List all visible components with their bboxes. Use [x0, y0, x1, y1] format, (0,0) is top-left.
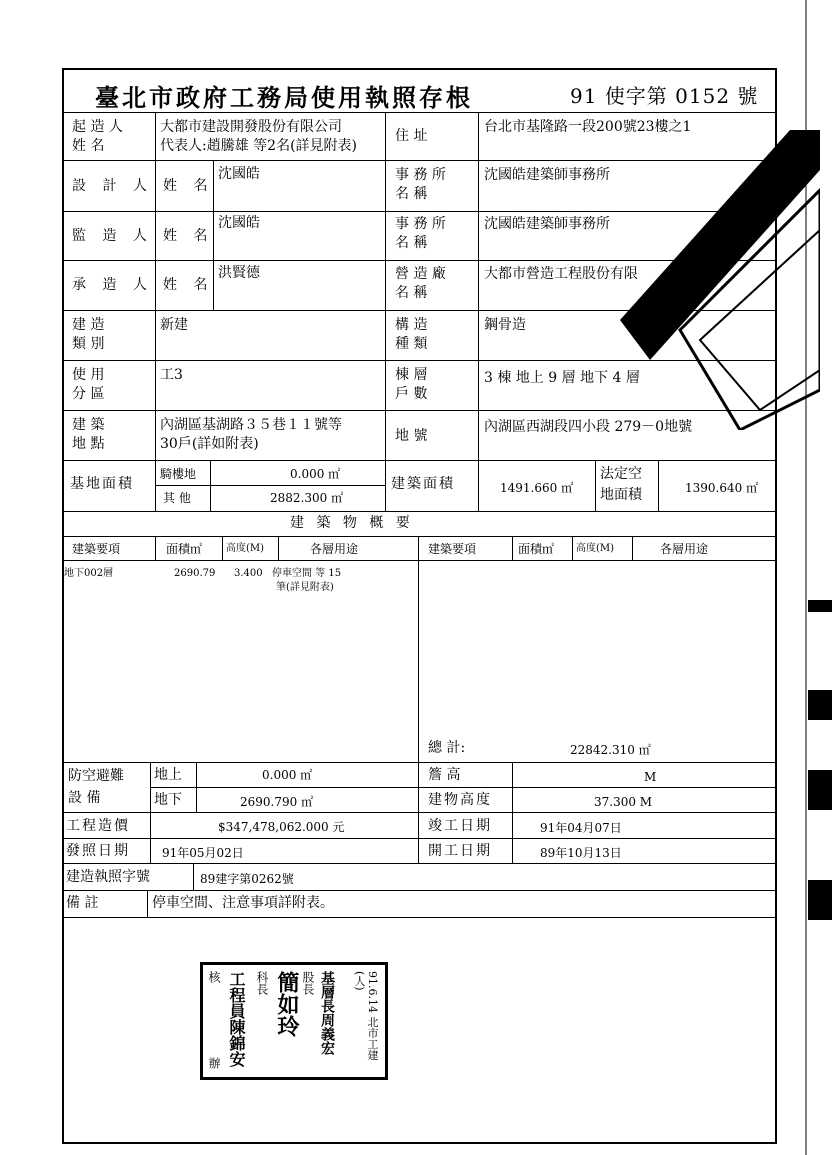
seal-col-head: 基層長周義宏: [319, 971, 335, 1055]
supervisor-name: 沈國皓: [218, 215, 260, 231]
above-value: 0.000 ㎡: [262, 768, 313, 782]
structure-label-b: 種 類: [395, 336, 428, 352]
designer-name-label: 姓 名: [163, 178, 214, 194]
start-date-label: 開工日期: [428, 843, 492, 859]
site-label-b: 地 點: [72, 436, 105, 452]
other-label: 其 他: [163, 491, 191, 505]
below-label: 地下: [154, 792, 182, 808]
factory-label-a: 營 造 廠: [395, 266, 446, 282]
open-space-area: 1390.640 ㎡: [685, 481, 759, 495]
document-number: 91 使字第 0152 號: [570, 84, 759, 108]
address-value: 台北市基隆路一段200號23樓之1: [484, 119, 692, 135]
seal-col-signature: 簡如玲: [274, 971, 300, 1037]
contractor-label: 承 造 人: [72, 277, 153, 293]
cost-value: $347,478,062.000 元: [218, 820, 345, 834]
use-zone-label-b: 分 區: [72, 386, 105, 402]
seal-col-approve: 核: [207, 971, 221, 983]
approval-seal: [200, 962, 388, 1080]
site-label-a: 建 築: [72, 417, 105, 433]
summary-col-height-right: 高度(M): [576, 543, 615, 554]
document-title: 臺北市政府工務局使用執照存根: [95, 83, 473, 112]
contractor-name: 洪賢德: [218, 265, 260, 281]
summary-col-area-left: 面積㎡: [166, 542, 203, 556]
owner-representative: 代表人:趙騰雄 等2名(詳見附表): [160, 138, 357, 154]
structure-type: 鋼骨造: [484, 317, 526, 333]
designer-office-label-b: 名 稱: [395, 186, 428, 202]
contractor-name-label: 姓 名: [163, 277, 214, 293]
summary-row-height: 3.400: [234, 568, 263, 579]
lot-number: 內湖區西湖段四小段 279－0地號: [484, 419, 693, 435]
remark-value: 停車空間、注意事項詳附表。: [152, 895, 334, 911]
above-label: 地上: [154, 767, 182, 783]
owner-name: 大都市建設開發股份有限公司: [160, 119, 342, 135]
summary-col-item-left: 建築要項: [72, 542, 121, 556]
seal-col-section-chief: 股長: [301, 971, 315, 995]
summary-row-area: 2690.79: [174, 568, 216, 579]
floors: 3 棟 地上 9 層 地下 4 層: [484, 370, 640, 386]
cost-label: 工程造價: [66, 818, 130, 834]
designer-label: 設 計 人: [72, 178, 153, 194]
below-value: 2690.790 ㎡: [240, 795, 314, 809]
designer-name: 沈國皓: [218, 166, 260, 182]
build-type: 新建: [160, 317, 188, 333]
summary-row-use-b: 筆(詳見附表): [276, 582, 334, 593]
supervisor-office: 沈國皓建築師事務所: [484, 216, 610, 232]
summary-total-value: 22842.310 ㎡: [570, 743, 651, 757]
supervisor-name-label: 姓 名: [163, 228, 214, 244]
supervisor-office-label-a: 事 務 所: [395, 216, 446, 232]
summary-col-use-left: 各層用途: [310, 542, 359, 556]
use-zone-label-a: 使 用: [72, 367, 105, 383]
supervisor-office-label-b: 名 稱: [395, 235, 428, 251]
eaves-value: M: [644, 770, 657, 784]
summary-col-area-right: 面積㎡: [518, 542, 555, 556]
use-zone: 工3: [160, 367, 183, 383]
seal-col-handle: 辦: [207, 1057, 221, 1069]
contractor-factory: 大都市營造工程股份有限: [484, 266, 638, 282]
designer-office-label-a: 事 務 所: [395, 167, 446, 183]
arcade-value: 0.000 ㎡: [290, 467, 341, 481]
remark-label: 備 註: [66, 895, 99, 911]
complete-date-label: 竣工日期: [428, 818, 492, 834]
build-type-label-a: 建 造: [72, 317, 105, 333]
page-edge-artifact: [800, 0, 840, 1155]
shelter-label-a: 防空避難: [68, 768, 124, 784]
lot-label: 地 號: [395, 428, 428, 444]
building-area: 1491.660 ㎡: [500, 481, 574, 495]
diagonal-stamp: [620, 130, 820, 430]
summary-total-label: 總 計:: [428, 740, 466, 756]
permit-label: 建造執照字號: [66, 869, 150, 885]
seal-col-chief: 科長: [255, 971, 269, 995]
supervisor-label: 監 造 人: [72, 228, 153, 244]
summary-heading: 建 築 物 概 要: [290, 515, 414, 531]
complete-date: 91年04月07日: [540, 821, 622, 835]
site-address: 內湖區基湖路３５巷１１號等: [160, 417, 342, 433]
issue-date-label: 發照日期: [66, 843, 130, 859]
designer-office: 沈國皓建築師事務所: [484, 167, 610, 183]
site-households: 30戶(詳如附表): [160, 436, 259, 452]
address-label: 住 址: [395, 128, 428, 144]
seal-col-date: 91.6.14 北市工建(人): [353, 971, 379, 1061]
arcade-label: 騎樓地: [160, 467, 197, 481]
owner-name-label: 姓 名: [72, 138, 105, 154]
owner-label: 起 造 人: [72, 119, 123, 135]
structure-label-a: 構 造: [395, 317, 428, 333]
height-value: 37.300 M: [594, 795, 653, 809]
factory-label-b: 名 稱: [395, 285, 428, 301]
open-space-label-a: 法定空: [600, 466, 642, 482]
issue-date: 91年05月02日: [162, 846, 244, 860]
floors-label-b: 戶 數: [395, 386, 428, 402]
summary-row-use-a: 停車空間 等 15: [272, 568, 342, 579]
shelter-label-b: 設 備: [68, 790, 101, 806]
eaves-label: 簷 高: [428, 767, 461, 783]
other-value: 2882.300 ㎡: [270, 491, 344, 505]
seal-col-engineer: 工程員陳錦安: [227, 971, 246, 1067]
base-area-label: 基地面積: [70, 476, 134, 492]
summary-col-height-left: 高度(M): [226, 543, 265, 554]
floors-label-a: 棟 層: [395, 367, 428, 383]
summary-col-use-right: 各層用途: [660, 542, 709, 556]
building-area-label: 建築面積: [391, 476, 455, 492]
height-label: 建物高度: [428, 792, 492, 808]
start-date: 89年10月13日: [540, 846, 622, 860]
summary-col-item-right: 建築要項: [428, 542, 477, 556]
permit-value: 89建字第0262號: [200, 872, 294, 886]
open-space-label-b: 地面積: [600, 487, 642, 503]
build-type-label-b: 類 別: [72, 336, 105, 352]
summary-row-item: 地下002層: [64, 568, 114, 579]
